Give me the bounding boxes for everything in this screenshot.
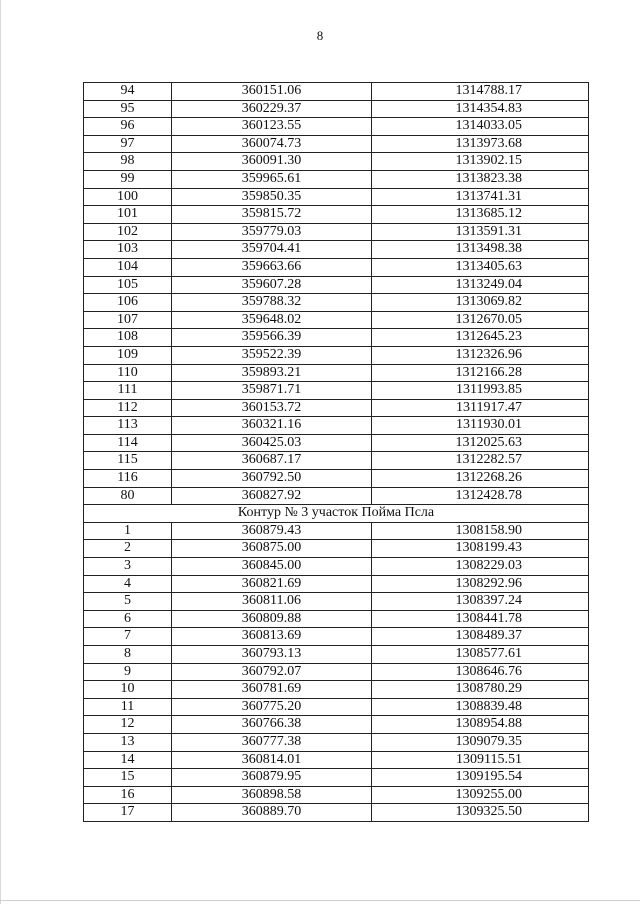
y-coordinate-cell: 1312428.78: [372, 487, 589, 505]
x-coordinate-cell: 359607.28: [172, 276, 372, 294]
y-coordinate-cell: 1312166.28: [372, 364, 589, 382]
y-coordinate-cell: 1309325.50: [372, 804, 589, 822]
x-coordinate-cell: 360813.69: [172, 628, 372, 646]
table-row: [84, 804, 589, 822]
table-row: [84, 294, 589, 312]
y-coordinate-cell: 1313685.12: [372, 206, 589, 224]
y-coordinate-cell: 1314354.83: [372, 100, 589, 118]
point-number-cell: 4: [84, 575, 172, 593]
x-coordinate-cell: 360879.95: [172, 769, 372, 787]
x-coordinate-cell: 360766.38: [172, 716, 372, 734]
point-number-cell: 99: [84, 170, 172, 188]
y-coordinate-cell: 1312268.26: [372, 470, 589, 488]
y-coordinate-cell: 1312645.23: [372, 329, 589, 347]
x-coordinate-cell: 359788.32: [172, 294, 372, 312]
table-row: [84, 593, 589, 611]
y-coordinate-cell: 1313405.63: [372, 258, 589, 276]
y-coordinate-cell: 1311917.47: [372, 399, 589, 417]
y-coordinate-cell: 1309195.54: [372, 769, 589, 787]
y-coordinate-cell: 1313591.31: [372, 223, 589, 241]
x-coordinate-cell: 360879.43: [172, 522, 372, 540]
point-number-cell: 106: [84, 294, 172, 312]
point-number-cell: 111: [84, 382, 172, 400]
point-number-cell: 108: [84, 329, 172, 347]
point-number-cell: 16: [84, 786, 172, 804]
x-coordinate-cell: 360845.00: [172, 558, 372, 576]
point-number-cell: 6: [84, 610, 172, 628]
point-number-cell: 114: [84, 434, 172, 452]
y-coordinate-cell: 1311993.85: [372, 382, 589, 400]
point-number-cell: 109: [84, 346, 172, 364]
x-coordinate-cell: 360827.92: [172, 487, 372, 505]
x-coordinate-cell: 360898.58: [172, 786, 372, 804]
table-row: [84, 118, 589, 136]
x-coordinate-cell: 360775.20: [172, 698, 372, 716]
table-row: [84, 769, 589, 787]
point-number-cell: 15: [84, 769, 172, 787]
point-number-cell: 98: [84, 153, 172, 171]
point-number-cell: 97: [84, 135, 172, 153]
x-coordinate-cell: 360821.69: [172, 575, 372, 593]
y-coordinate-cell: 1312025.63: [372, 434, 589, 452]
y-coordinate-cell: 1308646.76: [372, 663, 589, 681]
point-number-cell: 113: [84, 417, 172, 435]
point-number-cell: 102: [84, 223, 172, 241]
x-coordinate-cell: 359566.39: [172, 329, 372, 347]
table-row: [84, 610, 589, 628]
x-coordinate-cell: 359704.41: [172, 241, 372, 259]
y-coordinate-cell: 1313973.68: [372, 135, 589, 153]
x-coordinate-cell: 359850.35: [172, 188, 372, 206]
x-coordinate-cell: 359871.71: [172, 382, 372, 400]
table-row: [84, 223, 589, 241]
point-number-cell: 12: [84, 716, 172, 734]
point-number-cell: 116: [84, 470, 172, 488]
table-row: [84, 135, 589, 153]
y-coordinate-cell: 1313498.38: [372, 241, 589, 259]
y-coordinate-cell: 1309255.00: [372, 786, 589, 804]
table-row: [84, 434, 589, 452]
section-heading: Контур № 3 участок Пойма Псла: [84, 505, 589, 523]
x-coordinate-cell: 360074.73: [172, 135, 372, 153]
table-row: [84, 100, 589, 118]
point-number-cell: 103: [84, 241, 172, 259]
table-row: [84, 628, 589, 646]
y-coordinate-cell: 1309079.35: [372, 733, 589, 751]
x-coordinate-cell: 360091.30: [172, 153, 372, 171]
x-coordinate-cell: 360153.72: [172, 399, 372, 417]
table-row: [84, 170, 589, 188]
y-coordinate-cell: 1308954.88: [372, 716, 589, 734]
table-row: [84, 681, 589, 699]
y-coordinate-cell: 1308292.96: [372, 575, 589, 593]
y-coordinate-cell: 1314033.05: [372, 118, 589, 136]
x-coordinate-cell: 360781.69: [172, 681, 372, 699]
table-row: [84, 540, 589, 558]
table-row: [84, 258, 589, 276]
x-coordinate-cell: 359663.66: [172, 258, 372, 276]
point-number-cell: 10: [84, 681, 172, 699]
table-row: [84, 311, 589, 329]
y-coordinate-cell: 1308441.78: [372, 610, 589, 628]
x-coordinate-cell: 360123.55: [172, 118, 372, 136]
table-row: [84, 733, 589, 751]
point-number-cell: 13: [84, 733, 172, 751]
x-coordinate-cell: 360687.17: [172, 452, 372, 470]
y-coordinate-cell: 1313249.04: [372, 276, 589, 294]
table-row: [84, 241, 589, 259]
x-coordinate-cell: 360811.06: [172, 593, 372, 611]
table-row: [84, 558, 589, 576]
table-row: [84, 399, 589, 417]
y-coordinate-cell: 1308489.37: [372, 628, 589, 646]
table-row: [84, 153, 589, 171]
table-row: [84, 188, 589, 206]
y-coordinate-cell: 1311930.01: [372, 417, 589, 435]
table-row: [84, 786, 589, 804]
point-number-cell: 80: [84, 487, 172, 505]
x-coordinate-cell: 360777.38: [172, 733, 372, 751]
point-number-cell: 14: [84, 751, 172, 769]
x-coordinate-cell: 360814.01: [172, 751, 372, 769]
y-coordinate-cell: 1312326.96: [372, 346, 589, 364]
point-number-cell: 5: [84, 593, 172, 611]
table-row: [84, 276, 589, 294]
y-coordinate-cell: 1312670.05: [372, 311, 589, 329]
point-number-cell: 115: [84, 452, 172, 470]
section-heading-row: [84, 505, 589, 523]
x-coordinate-cell: 360792.07: [172, 663, 372, 681]
table-row: [84, 329, 589, 347]
table-row: [84, 663, 589, 681]
point-number-cell: 3: [84, 558, 172, 576]
point-number-cell: 95: [84, 100, 172, 118]
x-coordinate-cell: 359965.61: [172, 170, 372, 188]
y-coordinate-cell: 1308839.48: [372, 698, 589, 716]
y-coordinate-cell: 1308229.03: [372, 558, 589, 576]
scan-bottom-edge: [0, 900, 640, 901]
coordinates-table-body-part1: [84, 83, 589, 505]
point-number-cell: 96: [84, 118, 172, 136]
table-row: [84, 83, 589, 101]
x-coordinate-cell: 360809.88: [172, 610, 372, 628]
coordinates-table: [83, 82, 589, 822]
x-coordinate-cell: 360792.50: [172, 470, 372, 488]
x-coordinate-cell: 360875.00: [172, 540, 372, 558]
y-coordinate-cell: 1313902.15: [372, 153, 589, 171]
table-row: [84, 452, 589, 470]
y-coordinate-cell: 1313823.38: [372, 170, 589, 188]
table-row: [84, 522, 589, 540]
point-number-cell: 2: [84, 540, 172, 558]
table-row: [84, 206, 589, 224]
y-coordinate-cell: 1308780.29: [372, 681, 589, 699]
point-number-cell: 8: [84, 646, 172, 664]
x-coordinate-cell: 359648.02: [172, 311, 372, 329]
y-coordinate-cell: 1312282.57: [372, 452, 589, 470]
y-coordinate-cell: 1308397.24: [372, 593, 589, 611]
x-coordinate-cell: 360321.16: [172, 417, 372, 435]
table-row: [84, 698, 589, 716]
table-row: [84, 382, 589, 400]
x-coordinate-cell: 359779.03: [172, 223, 372, 241]
point-number-cell: 107: [84, 311, 172, 329]
point-number-cell: 17: [84, 804, 172, 822]
x-coordinate-cell: 360425.03: [172, 434, 372, 452]
x-coordinate-cell: 360889.70: [172, 804, 372, 822]
point-number-cell: 9: [84, 663, 172, 681]
point-number-cell: 112: [84, 399, 172, 417]
table-row: [84, 417, 589, 435]
table-row: [84, 487, 589, 505]
point-number-cell: 1: [84, 522, 172, 540]
table-row: [84, 346, 589, 364]
x-coordinate-cell: 359815.72: [172, 206, 372, 224]
table-row: [84, 716, 589, 734]
point-number-cell: 100: [84, 188, 172, 206]
table-row: [84, 470, 589, 488]
table-row: [84, 575, 589, 593]
point-number-cell: 110: [84, 364, 172, 382]
y-coordinate-cell: 1313069.82: [372, 294, 589, 312]
table-row: [84, 646, 589, 664]
table-row: [84, 364, 589, 382]
y-coordinate-cell: 1309115.51: [372, 751, 589, 769]
point-number-cell: 105: [84, 276, 172, 294]
table-row: [84, 751, 589, 769]
point-number-cell: 104: [84, 258, 172, 276]
x-coordinate-cell: 359893.21: [172, 364, 372, 382]
y-coordinate-cell: 1314788.17: [372, 83, 589, 101]
point-number-cell: 7: [84, 628, 172, 646]
y-coordinate-cell: 1308199.43: [372, 540, 589, 558]
y-coordinate-cell: 1308158.90: [372, 522, 589, 540]
x-coordinate-cell: 360151.06: [172, 83, 372, 101]
section-heading-body: [84, 505, 589, 523]
y-coordinate-cell: 1308577.61: [372, 646, 589, 664]
x-coordinate-cell: 360793.13: [172, 646, 372, 664]
x-coordinate-cell: 360229.37: [172, 100, 372, 118]
point-number-cell: 94: [84, 83, 172, 101]
page-number: 8: [316, 28, 324, 43]
scan-edge-line: [0, 0, 1, 904]
x-coordinate-cell: 359522.39: [172, 346, 372, 364]
coordinates-table-body-part2: [84, 522, 589, 821]
y-coordinate-cell: 1313741.31: [372, 188, 589, 206]
point-number-cell: 101: [84, 206, 172, 224]
point-number-cell: 11: [84, 698, 172, 716]
